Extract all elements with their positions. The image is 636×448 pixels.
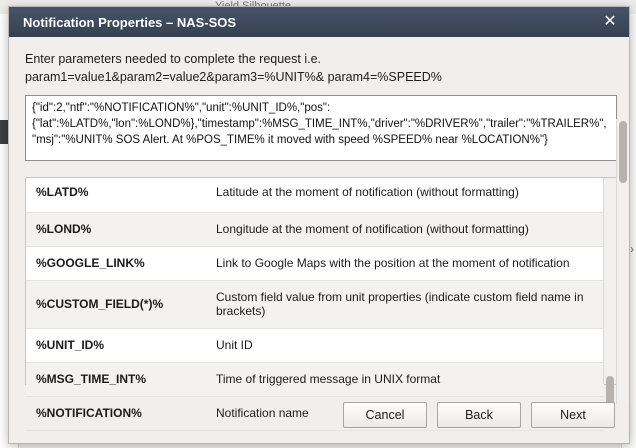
table-row[interactable] bbox=[26, 246, 604, 280]
macro-description: Longitude at the moment of notification (without formatting) bbox=[206, 212, 604, 246]
dialog-body bbox=[9, 37, 629, 443]
instructions-text: Enter parameters needed to complete the request i.e. param1=value1&param2=value2&param3=%UNIT%& param4=%SPEED% bbox=[25, 52, 442, 84]
macro-description: Custom field value from unit properties (indicate custom field name in brackets) bbox=[206, 280, 604, 328]
macro-key: %LATD% bbox=[26, 178, 206, 212]
parameters-input[interactable] bbox=[25, 95, 617, 161]
macro-description: Latitude at the moment of notification (without formatting) bbox=[206, 178, 604, 212]
macro-key: %GOOGLE_LINK% bbox=[26, 246, 206, 280]
dialog-footer bbox=[9, 393, 629, 443]
next-button[interactable]: Next bbox=[531, 402, 615, 428]
macros-table-scrollbar[interactable] bbox=[603, 178, 616, 384]
notification-properties-dialog bbox=[8, 6, 630, 444]
dialog-title: Notification Properties – NAS-SOS bbox=[23, 14, 237, 30]
macro-description: Notification name bbox=[206, 396, 604, 430]
dialog-scrollbar[interactable] bbox=[616, 119, 629, 404]
param-input-wrapper bbox=[25, 95, 617, 166]
macro-key: %LOND% bbox=[26, 212, 206, 246]
dialog-titlebar[interactable] bbox=[9, 7, 629, 37]
table-row[interactable] bbox=[26, 280, 604, 328]
macro-key: %NOTIFICATION% bbox=[26, 396, 206, 430]
table-row[interactable] bbox=[26, 328, 604, 362]
table-row[interactable] bbox=[26, 362, 604, 396]
macro-description: Unit ID bbox=[206, 328, 604, 362]
macro-description: Time of triggered message in UNIX format bbox=[206, 362, 604, 396]
cancel-button[interactable]: Cancel bbox=[343, 402, 427, 428]
chevron-right-icon[interactable]: › bbox=[630, 242, 634, 256]
macro-key: %UNIT_ID% bbox=[26, 328, 206, 362]
macro-description: Link to Google Maps with the position at the moment of notification bbox=[206, 246, 604, 280]
macro-key: %MSG_TIME_INT% bbox=[26, 362, 206, 396]
table-row[interactable] bbox=[26, 178, 604, 212]
close-icon[interactable]: ✕ bbox=[603, 13, 617, 30]
macro-key: %CUSTOM_FIELD(*)% bbox=[26, 280, 206, 328]
table-row[interactable] bbox=[26, 212, 604, 246]
back-button[interactable]: Back bbox=[437, 402, 521, 428]
dialog-scrollbar-thumb[interactable] bbox=[619, 121, 627, 183]
